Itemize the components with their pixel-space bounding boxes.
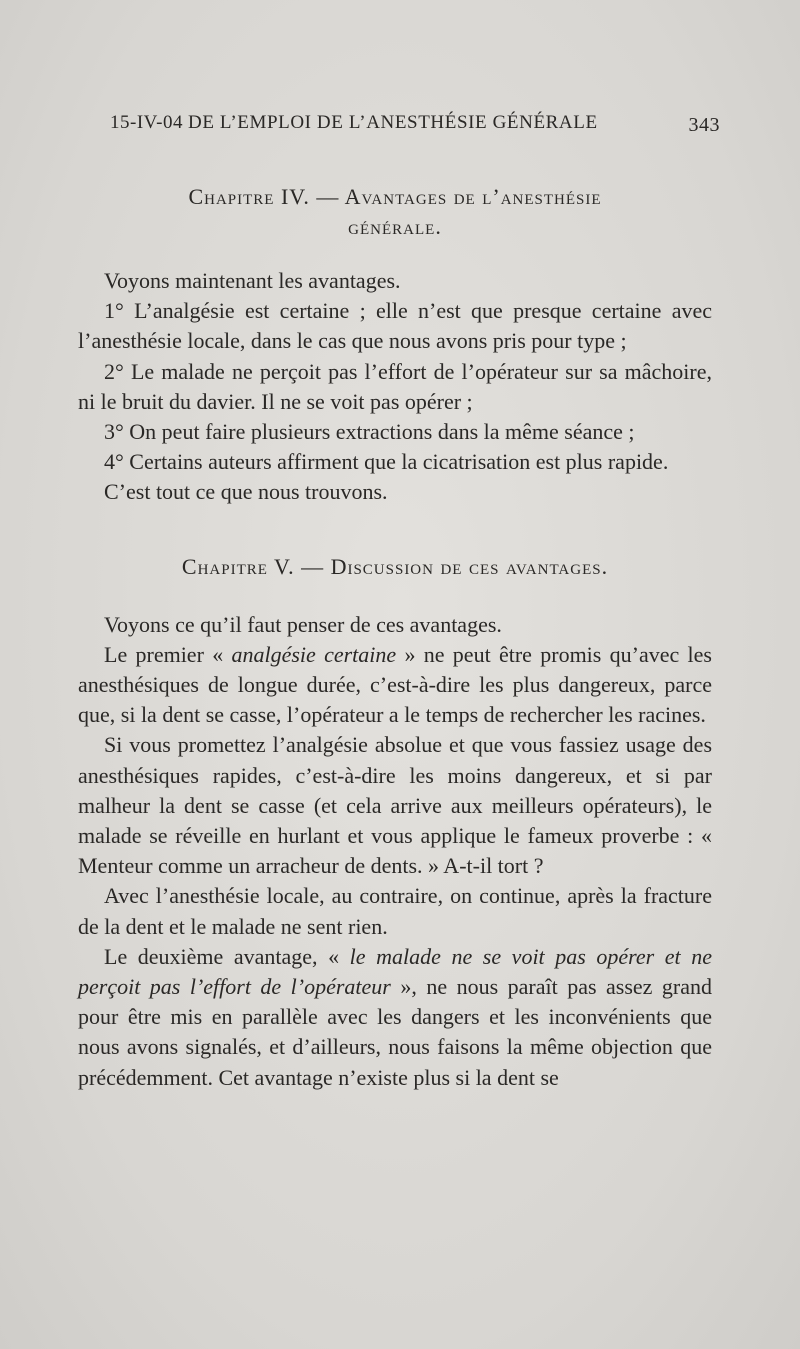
- paragraph-2-quote: analgésie certaine: [231, 641, 397, 667]
- page-number: 343: [688, 114, 720, 136]
- chapter-iv-title: Chapitre IV. — Avantages de l’anesthésie: [188, 184, 602, 209]
- paragraph-3: Si vous promettez l’analgésie absolue et que vous fassiez usage des anesthésiques rapides, c’est-à-dire les moins dangereux, et si par malheur la dent se casse (et cela arrive aux meilleurs opérateurs), le malade se réveille en hurlant et vous applique le fameux proverbe : « Menteur comme un arracheur de dents. » A-t-il tort ?: [78, 732, 712, 879]
- list-item-1: 1° L’analgésie est certaine ; elle n’est que presque certaine avec l’anesthésie locale, dans le cas que nous avons pris pour type ;: [78, 298, 712, 354]
- paragraph-5: [78, 942, 712, 1093]
- paragraph-1: Voyons ce qu’il faut penser de ces avantages.: [104, 611, 502, 637]
- list-item-3: 3° On peut faire plusieurs extractions dans la même séance ;: [104, 419, 635, 445]
- paragraph-2-end: » ne peut être promis qu’avec les anesthésiques de longue durée, c’est-à-dire les plus dangereux, parce que, si la dent se casse, l’opérateur a le temps de rechercher les racines.: [78, 641, 712, 728]
- paragraph-5-end: », ne nous paraît pas assez grand pour être mis en parallèle avec les dangers et les inconvénients que nous avons signalés, et d’ailleurs, nous faisons la même objection que précédemment. Cet avantage n’existe plus si la dent se: [78, 974, 712, 1090]
- chapter-v-heading: [78, 552, 712, 582]
- paragraph-4: Avec l’anesthésie locale, au contraire, on continue, après la fracture de la dent et le malade ne sent rien.: [78, 883, 712, 939]
- paragraph-closing: C’est tout ce que nous trouvons.: [104, 479, 388, 505]
- book-page: [78, 102, 720, 1093]
- paragraph-5-start: Le deuxième avantage, «: [104, 943, 350, 969]
- paragraph-2-start: Le premier «: [104, 641, 232, 667]
- chapter-iv-title-cont: générale.: [348, 214, 442, 239]
- paragraph-2: [78, 640, 712, 731]
- date-reference: 15-IV-04: [110, 112, 183, 133]
- list-item-2: 2° Le malade ne perçoit pas l’effort de l’opérateur sur sa mâchoire, ni le bruit du davier. Il ne se voit pas opérer ;: [78, 358, 712, 414]
- running-title: DE L’EMPLOI DE L’ANESTHÉSIE GÉNÉRALE: [188, 112, 598, 133]
- paragraph-intro: Voyons maintenant les avantages.: [104, 268, 401, 293]
- list-item-4: 4° Certains auteurs affirment que la cicatrisation est plus rapide.: [104, 449, 669, 475]
- chapter-v-title: Chapitre V. — Discussion de ces avantages.: [181, 553, 609, 579]
- paragraph-5-quote: le malade ne se voit pas opérer et ne perçoit pas l’effort de l’opérateur: [78, 943, 712, 1000]
- running-head: [78, 102, 720, 142]
- chapter-iv-heading: [78, 182, 712, 242]
